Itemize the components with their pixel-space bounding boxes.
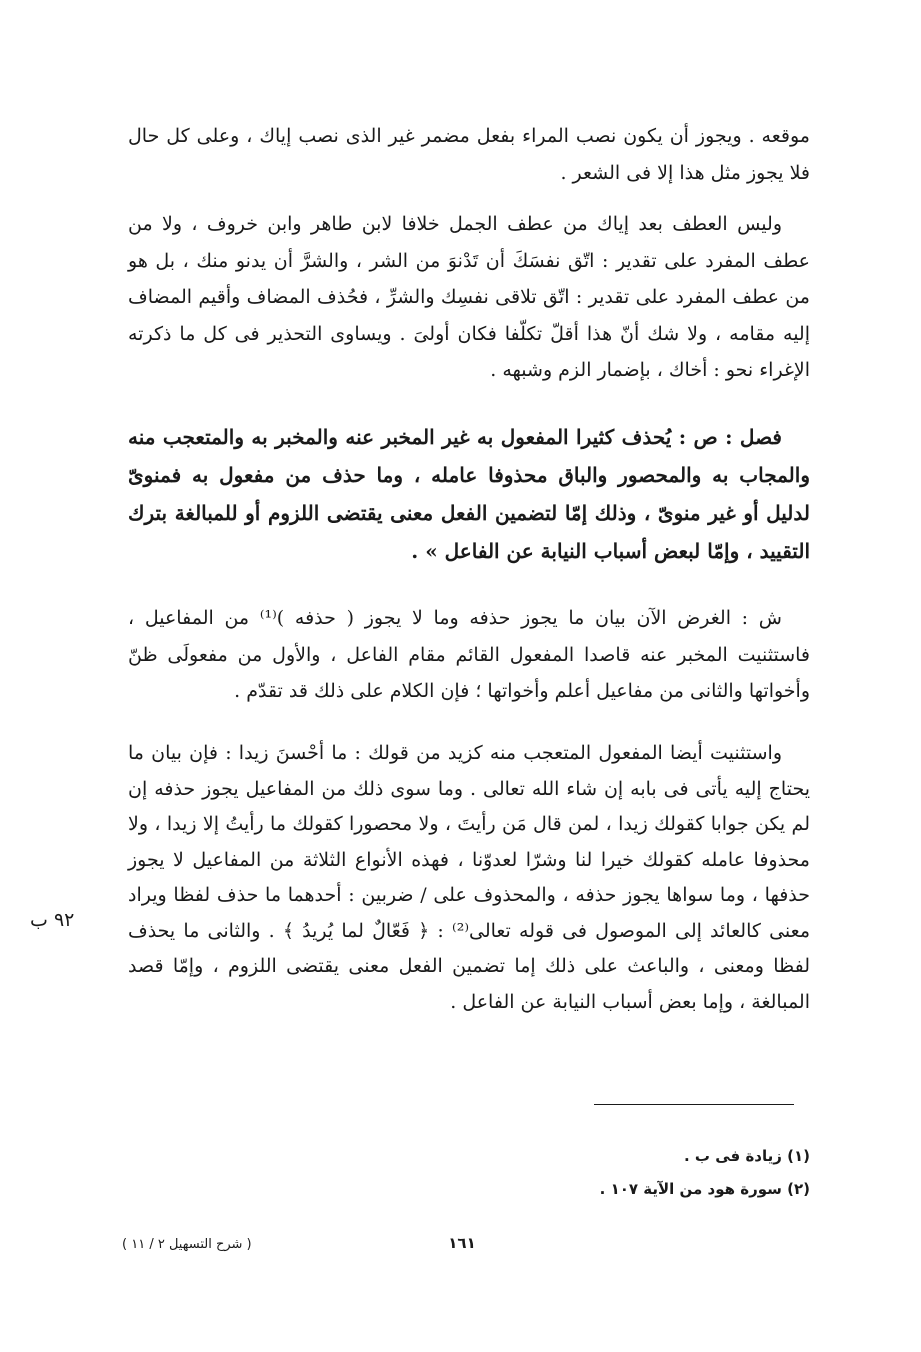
- paragraph-2: [128, 206, 810, 389]
- paragraph-text: واستثنيت أيضا المفعول المتعجب منه كزيد من قولك : ما أحْسنَ زيدا : فإن بيان ما يحتاج إليه يأتى فى بابه إن شاء الله تعالى . وما سوى ذلك من المفاعيل يجوز حذفه إن لم يكن جوابا كقولك زيدا ، لمن قال مَن رأيتَ ، ولا محصورا كقولك ما رأيتُ إلا زيدا ، ولا محذوفا عامله كقولك خيرا لنا وشرّا لعدوّنا ، فهذه الأنواع الثلاثة من المفاعيل لا يجوز حذفها ، وما سواها يجوز حذفه ، والمحذوف على / ضربين : أحدهما ما حذف لفظا ويراد معنى كالعائد إلى الموصول فى قوله تعالى⁽²⁾ : ﴿ فَعّالٌ لما يُريدُ ﴾ . والثانى ما يحذف لفظا ومعنى ، والباعث على ذلك إما تضمين الفعل معنى يقتضى اللزوم ، وإمّا قصد المبالغة ، وإما بعض أسباب النيابة عن الفاعل .: [128, 742, 810, 1013]
- paragraph-text: ش : الغرض الآن بيان ما يجوز حذفه وما لا يجوز ( حذفه )⁽¹⁾ من المفاعيل ، فاستثنيت المخبر عنه قاصدا المفعول القائم مقام الفاعل ، والأول من مفعولَى ظنّ وأخواتها والثانى من مفاعيل أعلم وأخواتها ؛ فإن الكلام على ذلك قد تقدّم .: [128, 607, 810, 702]
- footnote-1: (١) زيادة فى ب .: [684, 1147, 810, 1165]
- paragraph-1: [128, 118, 810, 191]
- margin-folio-note: ٩٢ ب: [30, 909, 75, 931]
- footnote-2: (٢) سورة هود من الآية ١٠٧ .: [599, 1180, 810, 1198]
- running-footer: ( شرح التسهيل ٢ / ١١ ): [122, 1237, 252, 1252]
- page-number: ١٦١: [448, 1234, 476, 1252]
- paragraph-text: فصل : ص : يُحذف كثيرا المفعول به غير المخبر عنه والمخبر به والمتعجب منه والمجاب به والمحصور والباق محذوفا عامله ، وما حذف من مفعول به فمنوىّ لدليل أو غير منوىّ ، وذلك إمّا لتضمين الفعل معنى يقتضى اللزوم أو للمبالغة بترك التقييد ، وإمّا لبعض أسباب النيابة عن الفاعل » .: [128, 425, 810, 563]
- paragraph-4: [128, 600, 810, 710]
- paragraph-text: وليس العطف بعد إياك من عطف الجمل خلافا لابن طاهر وابن خروف ، ولا من عطف المفرد على تقدير : اتّق نفسَكَ أن تَدْنوَ من الشر ، والشرَّ أن يدنو منك ، بل هو من عطف المفرد على تقدير : اتّق تلاقى نفسِك والشرِّ ، فحُذف المضاف وأقيم المضاف إليه مقامه ، ولا شك أنّ هذا أقلّ تكلّفا فكان أولىَ . ويساوى التحذير فى كل ما ذكرته الإغراء نحو : أخاك ، بإضمار الزم وشبهه .: [128, 213, 810, 381]
- footnote-separator: [594, 1104, 794, 1105]
- footnotes: [400, 1140, 810, 1206]
- paragraph-text: موقعه . ويجوز أن يكون نصب المراء بفعل مضمر غير الذى نصب إياك ، وعلى كل حال فلا يجوز مثل هذا إلا فى الشعر .: [128, 125, 810, 184]
- section-heading-paragraph: [128, 418, 810, 570]
- paragraph-5: [128, 736, 810, 1020]
